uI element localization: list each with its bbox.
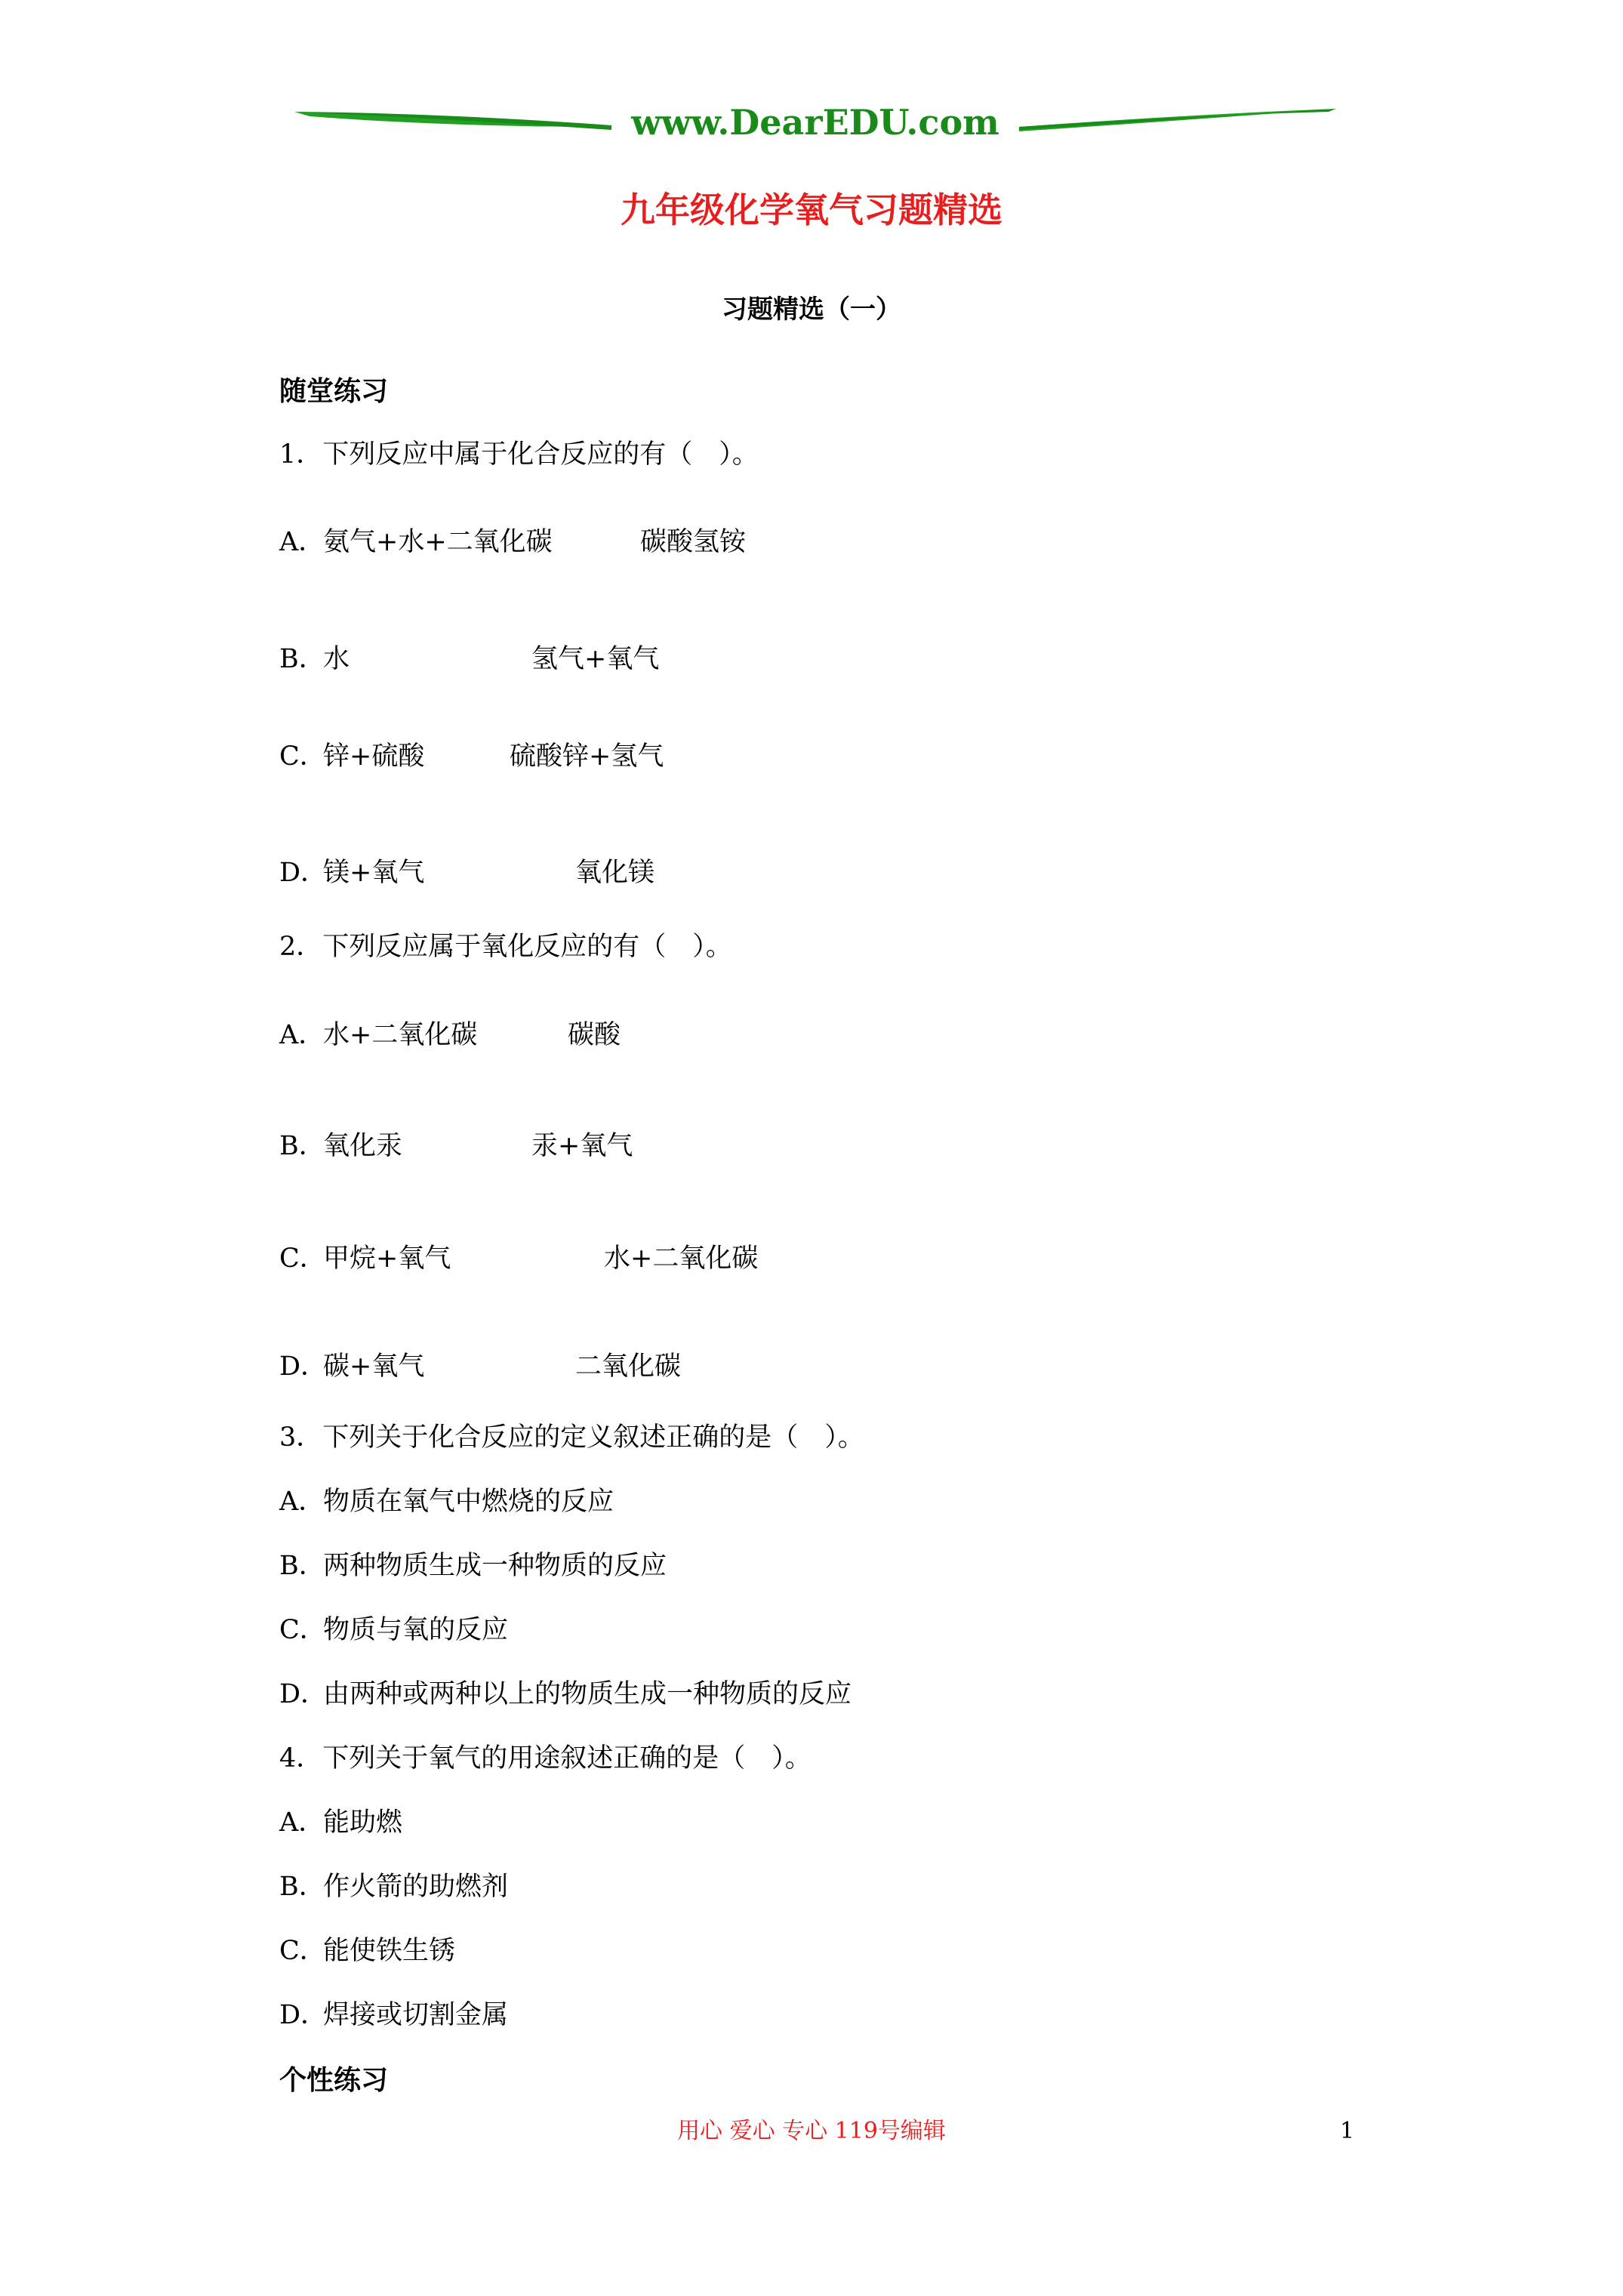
part-heading-individual: 个性练习 <box>279 2064 389 2096</box>
q4-option-b <box>279 1870 508 1903</box>
option-text: 物质与氧的反应 <box>323 1615 509 1645</box>
option-products: 水+二氧化碳 <box>604 1244 759 1274</box>
option-label: D． <box>279 1351 328 1382</box>
q4-option-d <box>279 1999 508 2032</box>
site-banner <box>294 100 1336 145</box>
option-label: C． <box>279 1615 326 1645</box>
option-label: D． <box>279 2000 328 2030</box>
option-label: B． <box>279 1131 325 1161</box>
option-label: A． <box>279 527 325 557</box>
option-products: 二氧化碳 <box>575 1351 682 1382</box>
option-text: 能助燃 <box>323 1808 403 1838</box>
document-title: 九年级化学氧气习题精选 <box>621 190 1002 230</box>
banner-site-name: www.DearEDU.com <box>631 102 999 143</box>
q2-option-c <box>279 1242 759 1275</box>
q3-option-c <box>279 1613 508 1647</box>
option-text: 能使铁生锈 <box>323 1936 456 1966</box>
q2-option-b <box>279 1130 633 1163</box>
option-products: 碳酸 <box>568 1020 621 1050</box>
option-text: 两种物质生成一种物质的反应 <box>323 1551 667 1581</box>
option-reactants: 水 <box>323 644 350 674</box>
option-products: 汞+氧气 <box>531 1131 633 1161</box>
q2-option-a <box>279 1019 621 1052</box>
option-reactants: 甲烷+氧气 <box>323 1244 451 1274</box>
option-products: 碳酸氢铵 <box>640 527 747 557</box>
question-4-stem: 4．下列关于氧气的用途叙述正确的是（ ）。 <box>279 1743 812 1774</box>
option-reactants: 水+二氧化碳 <box>323 1020 478 1050</box>
q1-option-d <box>279 856 655 889</box>
option-text: 由两种或两种以上的物质生成一种物质的反应 <box>323 1679 852 1709</box>
option-label: D． <box>279 858 328 888</box>
option-products: 硫酸锌+氢气 <box>510 741 664 772</box>
option-label: A． <box>279 1808 325 1838</box>
question-2-stem: 2．下列反应属于氧化反应的有（ ）。 <box>279 932 732 962</box>
option-label: A． <box>279 1487 325 1517</box>
option-reactants: 碳+氧气 <box>323 1351 425 1382</box>
q1-option-a <box>279 525 747 559</box>
option-label: B． <box>279 1551 325 1581</box>
option-reactants: 镁+氧气 <box>323 858 425 888</box>
question-3-stem: 3．下列关于化合反应的定义叙述正确的是（ ）。 <box>279 1422 864 1453</box>
option-text: 焊接或切割金属 <box>323 2000 509 2030</box>
option-label: C． <box>279 1936 326 1966</box>
option-text: 作火箭的助燃剂 <box>323 1872 509 1902</box>
option-reactants: 锌+硫酸 <box>323 741 425 772</box>
q1-option-c <box>279 740 664 773</box>
section-title: 习题精选（一） <box>722 294 901 325</box>
part-heading-practice: 随堂练习 <box>279 375 389 407</box>
option-products: 氧化镁 <box>575 858 655 888</box>
q4-option-c <box>279 1934 455 1968</box>
question-1-stem: 1．下列反应中属于化合反应的有（ ）。 <box>279 439 759 470</box>
q3-option-b <box>279 1549 667 1583</box>
q3-option-d <box>279 1678 852 1711</box>
option-reactants: 氧化汞 <box>323 1131 403 1161</box>
q2-option-d <box>279 1350 682 1383</box>
page-number: 1 <box>1340 2118 1355 2144</box>
option-label: A． <box>279 1020 325 1050</box>
q4-option-a <box>279 1806 402 1839</box>
option-label: C． <box>279 1244 326 1274</box>
option-label: C． <box>279 741 326 772</box>
option-reactants: 氨气+水+二氧化碳 <box>323 527 553 557</box>
option-label: B． <box>279 1872 325 1902</box>
option-label: B． <box>279 644 325 674</box>
page-footer: 用心 爱心 专心 119号编辑 <box>677 2118 946 2144</box>
q1-option-b <box>279 643 660 676</box>
q3-option-a <box>279 1485 614 1518</box>
option-products: 氢气+氧气 <box>531 644 660 674</box>
option-label: D． <box>279 1679 328 1709</box>
option-text: 物质在氧气中燃烧的反应 <box>323 1487 614 1517</box>
